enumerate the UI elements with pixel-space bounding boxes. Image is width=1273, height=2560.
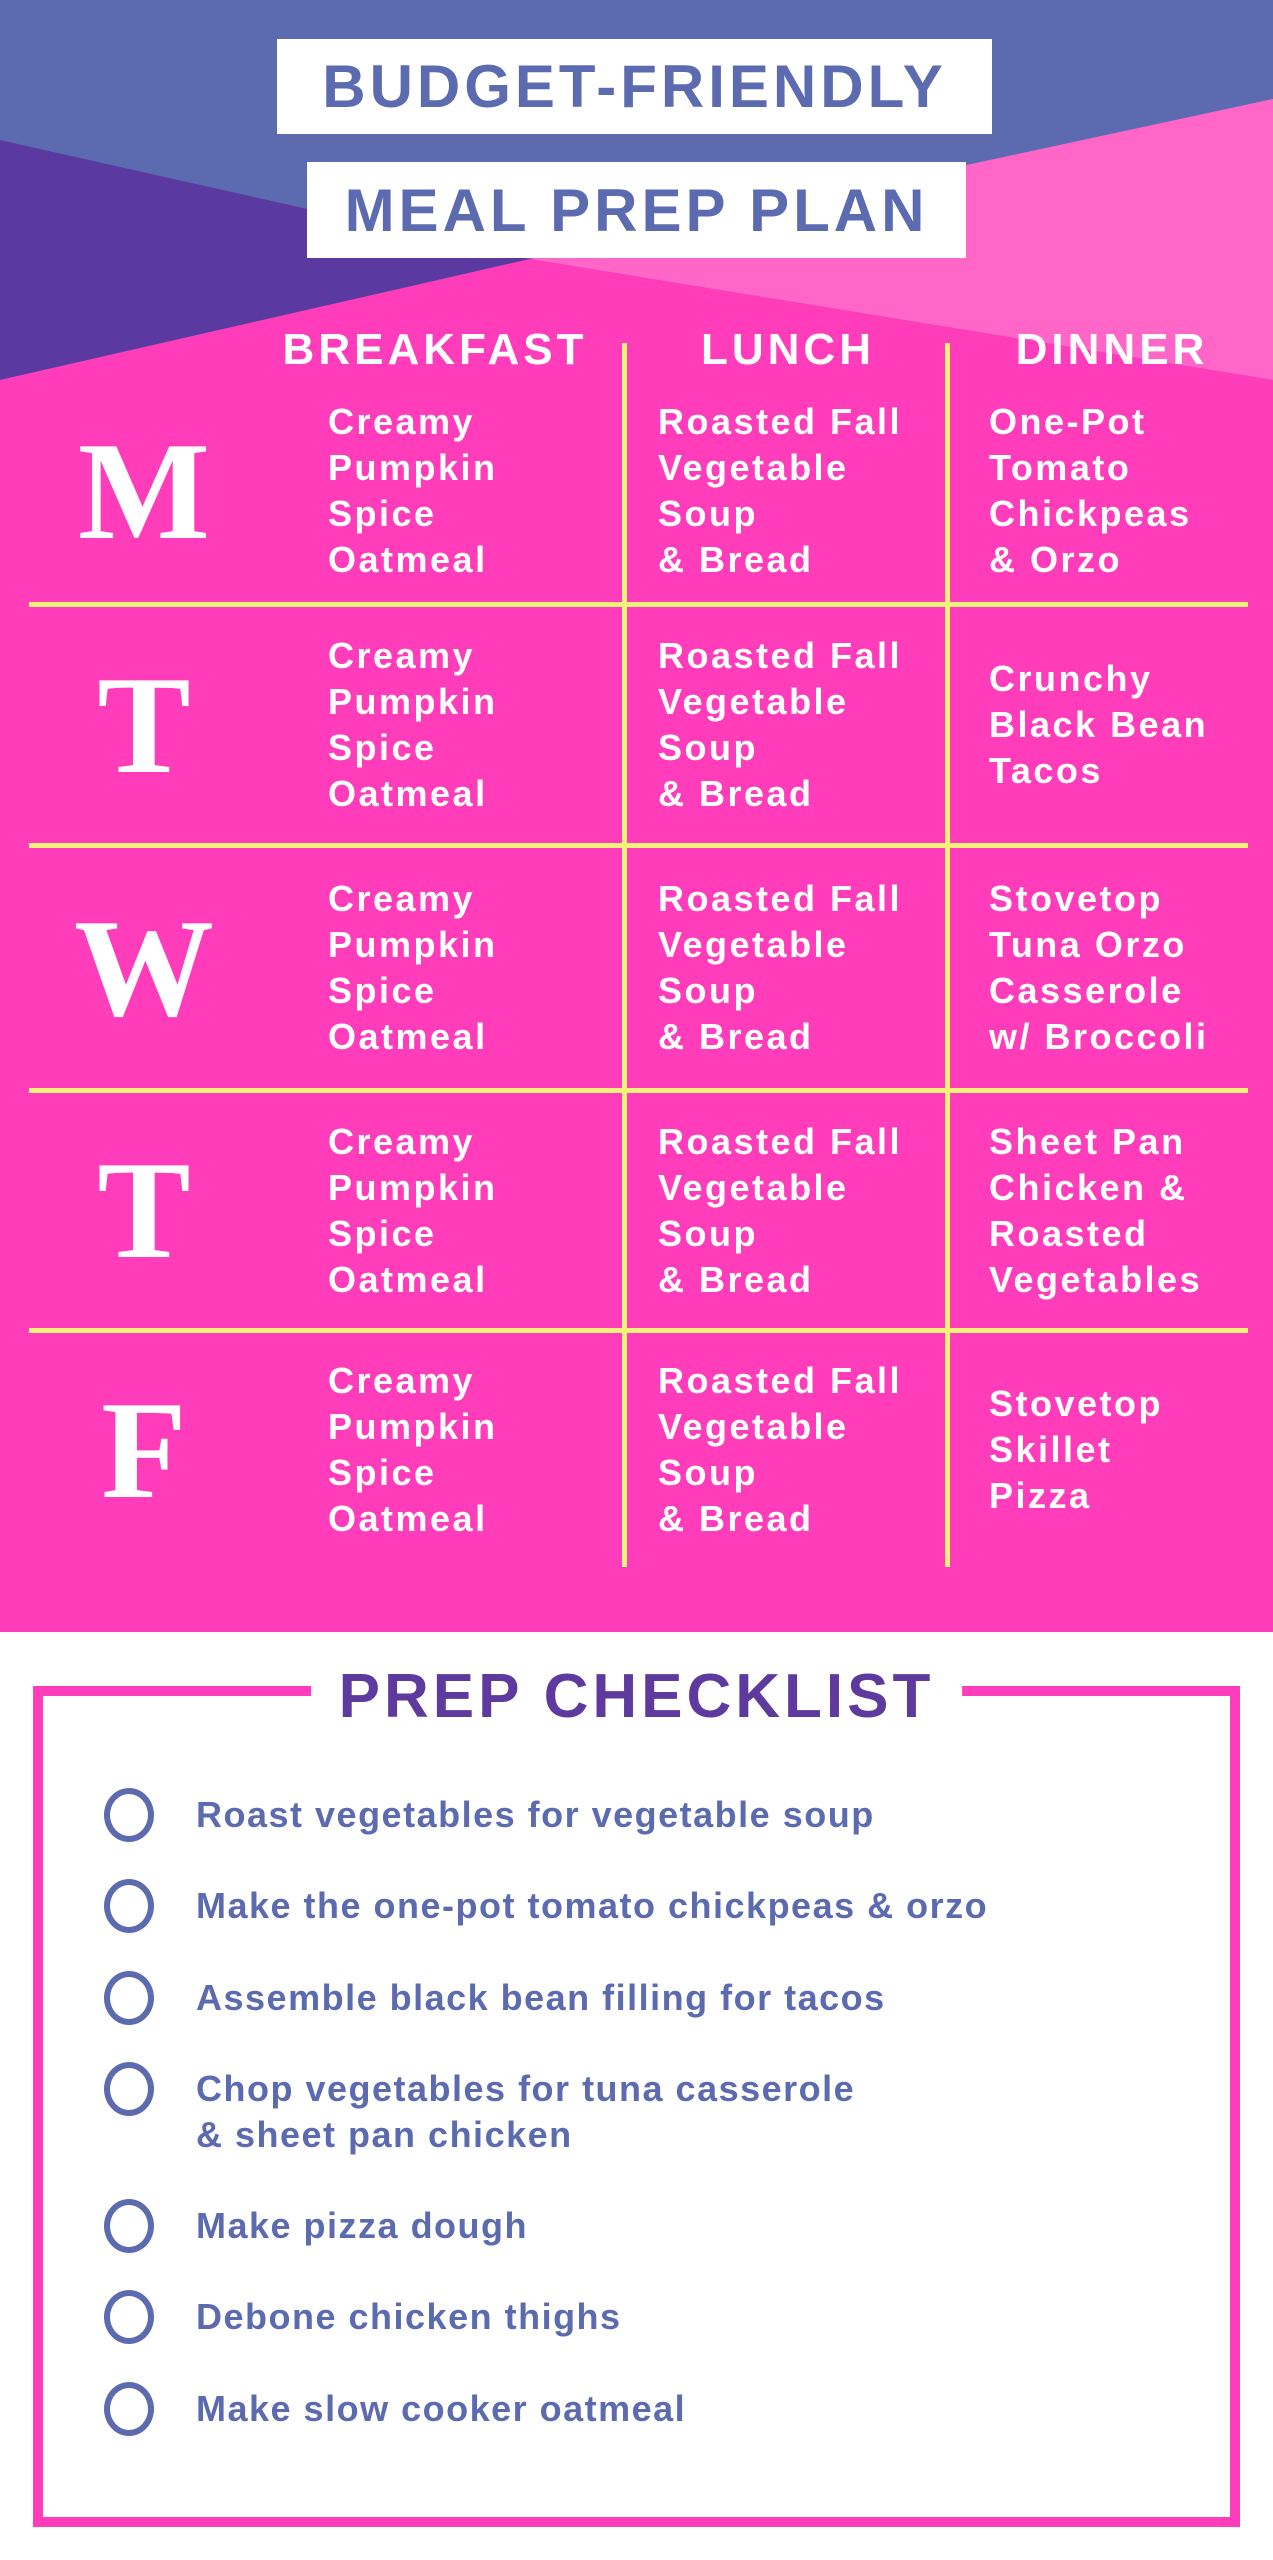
day-letter: W — [74, 890, 214, 1046]
title-text-1: BUDGET-FRIENDLY — [322, 53, 947, 120]
day-row-tuesday — [0, 607, 1273, 843]
lunch-cell — [658, 1333, 943, 1567]
meal-text: Roasted Fall Vegetable Soup & Bread — [658, 1120, 903, 1300]
meal-text: Stovetop Tuna Orzo Casserole w/ Broccoli — [989, 878, 1209, 1057]
checklist-item[interactable] — [104, 2294, 622, 2344]
meal-text: Crunchy Black Bean Tacos — [989, 658, 1209, 791]
checklist-item[interactable] — [104, 1792, 875, 1842]
dinner-cell — [989, 848, 1269, 1088]
checklist-item-text: Make pizza dough — [196, 2205, 529, 2246]
empty-circle-icon[interactable] — [104, 2199, 154, 2253]
breakfast-cell — [328, 1333, 618, 1567]
day-letter: T — [97, 1133, 191, 1288]
checklist-item[interactable] — [104, 1975, 886, 2025]
column-header-dinner: DINNER — [1015, 325, 1209, 374]
empty-circle-icon[interactable] — [104, 2062, 154, 2116]
checklist-item-text: Make slow cooker oatmeal — [196, 2388, 687, 2429]
lunch-cell — [658, 380, 943, 602]
lunch-cell — [658, 848, 943, 1088]
meal-text: Roasted Fall Vegetable Soup & Bread — [658, 401, 903, 580]
checklist-item-text: Debone chicken thighs — [196, 2296, 622, 2337]
empty-circle-icon[interactable] — [104, 1788, 154, 1842]
title-text-2: MEAL PREP PLAN — [344, 176, 929, 244]
breakfast-cell — [328, 380, 618, 602]
dinner-cell — [989, 1333, 1269, 1567]
title-line-1 — [277, 39, 992, 134]
meal-text: Creamy Pumpkin Spice Oatmeal — [328, 1360, 498, 1539]
day-row-thursday — [0, 1093, 1273, 1328]
day-letter: M — [77, 413, 211, 569]
meal-text: Roasted Fall Vegetable Soup & Bread — [658, 1360, 903, 1539]
empty-circle-icon[interactable] — [104, 2382, 154, 2436]
lunch-cell — [658, 1093, 943, 1328]
meal-text: One-Pot Tomato Chickpeas & Orzo — [989, 401, 1192, 580]
meal-text: Roasted Fall Vegetable Soup & Bread — [658, 878, 903, 1057]
day-row-wednesday — [0, 848, 1273, 1088]
checklist-item-text: Make the one-pot tomato chickpeas & orzo — [196, 1885, 989, 1926]
dinner-cell — [989, 1093, 1269, 1328]
breakfast-cell — [328, 1093, 618, 1328]
day-letter: F — [101, 1372, 187, 1528]
empty-circle-icon[interactable] — [104, 2290, 154, 2344]
checklist-item[interactable] — [104, 2066, 855, 2158]
day-row-monday — [0, 380, 1273, 602]
meal-text: Creamy Pumpkin Spice Oatmeal — [328, 878, 498, 1057]
dinner-cell — [989, 380, 1269, 602]
meal-text: Roasted Fall Vegetable Soup & Bread — [658, 635, 903, 814]
day-row-friday — [0, 1333, 1273, 1567]
checklist-item[interactable] — [104, 1883, 988, 1933]
empty-circle-icon[interactable] — [104, 1879, 154, 1933]
empty-circle-icon[interactable] — [104, 1971, 154, 2025]
checklist-item[interactable] — [104, 2386, 686, 2436]
breakfast-cell — [328, 848, 618, 1088]
column-header-lunch: LUNCH — [701, 325, 875, 374]
meal-text: Stovetop Skillet Pizza — [989, 1383, 1164, 1516]
checklist-item-text: Assemble black bean filling for tacos — [196, 1977, 886, 2018]
meal-text: Creamy Pumpkin Spice Oatmeal — [328, 401, 498, 580]
column-header-breakfast: BREAKFAST — [282, 325, 588, 374]
checklist-item-text: Roast vegetables for vegetable soup — [196, 1794, 875, 1835]
dinner-cell — [989, 607, 1269, 843]
title-line-2 — [307, 162, 966, 258]
checklist-item-text: Chop vegetables for tuna casserole & sheet pan chicken — [196, 2068, 856, 2155]
checklist-item[interactable] — [104, 2203, 528, 2253]
checklist-title: PREP CHECKLIST — [311, 1662, 963, 1732]
meal-text: Sheet Pan Chicken & Roasted Vegetables — [989, 1120, 1203, 1300]
day-letter: T — [97, 647, 191, 803]
meal-text: Creamy Pumpkin Spice Oatmeal — [328, 635, 498, 814]
lunch-cell — [658, 607, 943, 843]
breakfast-cell — [328, 607, 618, 843]
meal-text: Creamy Pumpkin Spice Oatmeal — [328, 1120, 498, 1300]
